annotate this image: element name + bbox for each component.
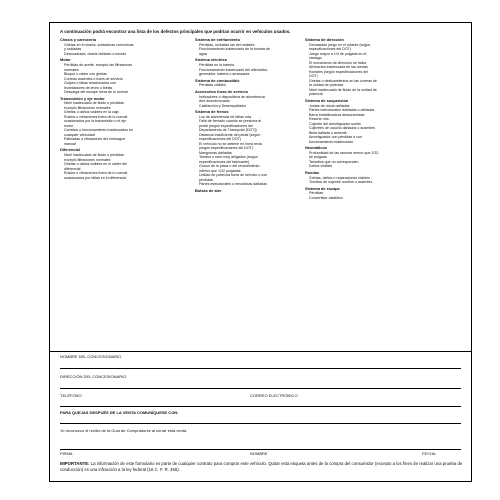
defect-item: Biela dañada o ausente xyxy=(309,130,347,135)
defect-section xyxy=(305,171,445,185)
defect-section xyxy=(305,38,445,97)
defect-section-title: Chasis y carrocería xyxy=(60,37,96,42)
defect-item: manual xyxy=(64,141,76,146)
defect-item: Convertidor catalítico xyxy=(309,195,343,200)
defect-item: levantadores de leves o bielas xyxy=(64,85,113,90)
defect-item: Pérdidas visibles xyxy=(199,83,226,88)
defect-item: Ruidos o vibraciones fuera de lo normal xyxy=(64,114,128,119)
defect-section-title: Neumáticos xyxy=(305,145,328,151)
defect-item: Cojinete del amortiguador suelto xyxy=(309,121,361,126)
defect-item: Descarga del escape fuera de lo normal xyxy=(64,90,128,95)
defect-section xyxy=(305,146,445,169)
defect-section-title: Sistema de frenos xyxy=(195,109,229,115)
complaints-line[interactable] xyxy=(60,423,461,424)
defect-item: Profundidad de las ranuras menor que 2/32 xyxy=(309,150,379,155)
dealer-address-label: DIRECCIÓN DEL CONCESIONARIO xyxy=(60,374,127,379)
defect-item: Mangueras dañadas xyxy=(199,150,232,155)
defect-item: Juntas de rótula dañadas xyxy=(309,103,350,108)
defect-item: de pulgada xyxy=(309,155,327,160)
defect-item: Partes estructurales o mecánicas dañadas xyxy=(199,182,267,187)
defect-item: vástago xyxy=(309,56,322,61)
defect-item: generador, batería o arrancador xyxy=(199,72,250,77)
defect-item: excepto filtraciones normales xyxy=(64,105,111,110)
defect-section-title: Sistema de dirección xyxy=(305,37,344,42)
defect-item: Calefacción y Desempañador xyxy=(199,103,247,108)
acknowledge-text: Yo reconozco el recibo de la Guía de Compradores al cerrar esta venta. xyxy=(60,428,188,433)
defect-item: (según especificaciones del DOT) xyxy=(199,146,253,151)
defect-section-title: Sistema eléctrico xyxy=(195,57,228,63)
dealer-contact-line[interactable] xyxy=(60,406,461,407)
defect-section xyxy=(60,97,190,147)
defect-item: Golpes o fallas relacionados con xyxy=(64,81,116,86)
defect-item: Daños visibles xyxy=(309,164,333,169)
defect-item: Demasiado juego en el volante (según xyxy=(309,42,371,47)
defect-item: Bloque o cárter con grietas xyxy=(64,72,107,77)
date-label: FECHA xyxy=(422,451,436,456)
intro-text: A continuación podrá encontrar una lista de los defectos principales que podrían ocurrir en vehículos usados. xyxy=(60,29,291,34)
defect-item: Grosor de la placa o del revestimiento xyxy=(199,164,260,169)
defect-item: Resorte roto xyxy=(309,117,329,122)
defect-item: El mecanismo de dirección se traba xyxy=(309,60,366,65)
defect-item: Tambor o rotor muy delgados (según xyxy=(199,155,258,160)
defect-section xyxy=(305,99,445,144)
defects-column-1 xyxy=(60,38,190,182)
dealer-name-label: NOMBRE DEL CONCESIONARIO xyxy=(60,354,122,359)
defect-item: Barra estabilizadora desconectada xyxy=(309,112,365,117)
defect-item: Partes estructurales dobladas o dañadas xyxy=(309,108,375,113)
defect-item: Pérdidas, incluidas las del radiador xyxy=(199,42,255,47)
defects-column-3 xyxy=(305,38,445,202)
dealer-address-line[interactable] xyxy=(60,388,461,389)
defect-section-title: Sistema de escape xyxy=(305,185,340,191)
defect-item: Juego mayor a 1/4 de pulgada en el xyxy=(309,51,367,56)
defect-item: DOT) xyxy=(309,74,318,79)
defect-item: Aire acondicionado xyxy=(199,99,230,104)
defect-item: Unidad de potencia fuera de servicio o con xyxy=(199,173,268,178)
defect-item: Grietas o daños visibles en la caja xyxy=(64,110,119,115)
notice-label: IMPORTANTE: xyxy=(60,461,90,466)
defect-item: Departamento de Transporte [DOT]) xyxy=(199,128,257,133)
defect-item: Nivel inadecuado de fluido de la unidad de xyxy=(309,87,377,92)
defect-section-title: Accesorios fuera de servicio xyxy=(195,88,248,94)
defect-item: Ruidos o vibraciones fuera de lo normal xyxy=(64,171,128,176)
important-notice xyxy=(60,461,464,473)
signature-label: FIRMA xyxy=(60,451,73,456)
defect-section xyxy=(195,38,315,56)
defect-section-title: Transmisión y eje motor xyxy=(60,95,105,101)
defect-item: especificaciones del DOT) xyxy=(309,47,351,52)
defect-item: El vehículo no se detiene en línea recta xyxy=(199,141,262,146)
defect-item: pérdidas xyxy=(199,177,213,182)
defect-section xyxy=(60,58,190,94)
defect-section xyxy=(305,187,445,201)
defect-section xyxy=(60,148,190,180)
defect-section-title: Motor xyxy=(60,57,71,63)
defect-item: Distancia insuficiente del pedal (según xyxy=(199,132,261,137)
defect-item: Pérdidas en la batería xyxy=(199,63,235,68)
defect-item: Cambios o funcionamiento inadecuados en xyxy=(64,128,133,133)
defect-item: Patinadas o vibraciones del embrague xyxy=(64,137,126,142)
defect-item: motor xyxy=(64,123,74,128)
defect-item: Amortiguador con pérdidas o con xyxy=(309,135,362,140)
buyers-guide-back-page xyxy=(49,22,472,482)
complaints-label: PARA QUEJAS DESPUÉS DE LA VENTA COMUNÍQUESE CON: xyxy=(60,410,179,415)
notice-text: La información de este formulario es parte de cualquier contrato para comprar este vehículo. Quitar esta etiqueta antes de la compra del consumidor (excepto a los fines de realizar una prueba de conducción) es una infracción a la ley federal (16 C. F. R. 455). xyxy=(60,461,463,472)
defect-item: Nivel inadecuado de fluido o pérdidas xyxy=(64,101,124,106)
defects-column-2 xyxy=(195,38,315,196)
defect-item: ocasionados por la transmisión o el eje xyxy=(64,119,127,124)
dealer-name-line[interactable] xyxy=(60,368,461,369)
defect-section xyxy=(195,90,315,108)
defect-item: excepto filtraciones normales xyxy=(64,157,111,162)
defect-item: Luz de advertencia de fallas rota xyxy=(199,114,251,119)
defect-item: inferior que 1/32 pulgadas xyxy=(199,168,241,173)
defect-item: Correas ausentes o fuera de servicio xyxy=(64,76,123,81)
defect-item: Tornillos de sujeción sueltos o ausentes xyxy=(309,180,373,185)
defect-item: y oxidadas xyxy=(64,47,82,52)
defect-item: Pérdidas de aceite, excepto las filtraciones xyxy=(64,63,133,68)
defect-item: especificaciones del fabricante) xyxy=(199,159,250,164)
defect-item: normales xyxy=(64,67,79,72)
signature-line[interactable] xyxy=(60,449,461,450)
defect-section-title: Sistema de suspensión xyxy=(305,97,349,103)
defect-section xyxy=(195,110,315,187)
defect-section-title: Sistema de enfriamiento xyxy=(195,37,240,42)
defect-item: Funcionamiento inadecuado de la bomba de xyxy=(199,47,270,52)
defect-item: Tamaños que no corresponden xyxy=(309,159,359,164)
defect-section xyxy=(60,38,190,56)
defect-item: pedal (según especificaciones del xyxy=(199,123,253,128)
defect-item: cualquier velocidad xyxy=(64,132,95,137)
defect-item: agua xyxy=(199,51,207,56)
defect-item: Alineación inadecuada de las ruedas xyxy=(309,65,368,70)
defect-item: Nivel inadecuado de fluido o pérdidas xyxy=(64,153,124,158)
dealer-phone-label: TELÉFONO xyxy=(60,393,82,398)
defect-item: Grietas en el chasis, soldaduras correctivas xyxy=(64,42,134,47)
defect-item: potencia xyxy=(309,92,323,97)
dealer-section-divider xyxy=(50,351,471,352)
defect-item: funcionamiento inadecuado xyxy=(309,139,353,144)
defect-item: Indicadores o dispositivos de advertencia xyxy=(199,94,265,99)
defect-section xyxy=(195,58,315,76)
defect-item: Grietas, daños o reparaciones visibles xyxy=(309,175,370,180)
defect-item: Falla de frenado cuando se presiona el xyxy=(199,119,262,124)
name-label: NOMBRE xyxy=(250,451,268,456)
defect-item: Funcionamiento inadecuado del alternador, xyxy=(199,67,268,72)
defect-item: Grietas o deslizamientos en las correas de xyxy=(309,78,377,83)
defect-item: especificaciones del DOT) xyxy=(199,137,241,142)
defect-item: Pérdidas xyxy=(309,191,324,196)
defect-item: Descuadrado; chasis doblado o torcido xyxy=(64,51,127,56)
defect-item: Grietas o daños visibles en el cárter del xyxy=(64,162,127,167)
defect-section-title: Sistema de combustible xyxy=(195,77,240,83)
defect-section xyxy=(195,79,315,88)
defect-item: Cojinetes de caucho dañados o ausentes xyxy=(309,126,375,131)
defect-section-title: Bolsas de aire xyxy=(195,187,222,193)
defect-item: frontales (según especificaciones del xyxy=(309,69,368,74)
defect-section-title: Ruedas xyxy=(305,169,320,175)
defect-item: diferencial xyxy=(64,166,81,171)
defect-item: ocasionados por fallas en el diferencial. xyxy=(64,175,127,180)
defect-item: la unidad de potencia xyxy=(309,83,344,88)
dealer-email-label: CORREO ELECTRÓNICO xyxy=(250,393,298,398)
defect-section-title: Diferencial xyxy=(60,147,80,153)
